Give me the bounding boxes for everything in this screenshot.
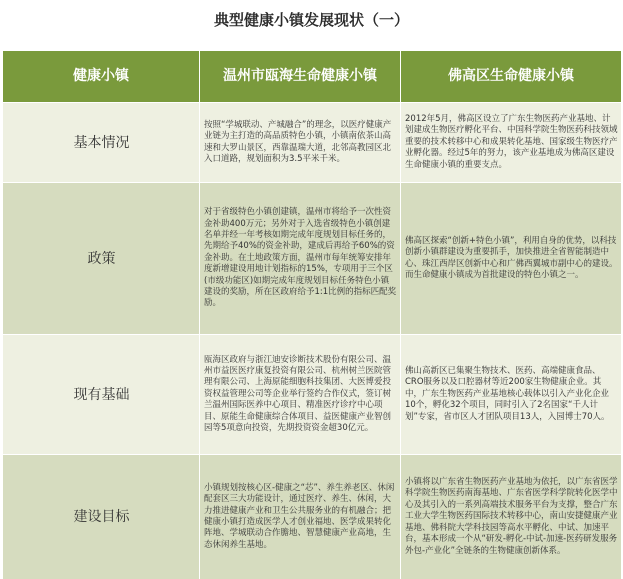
row-label: 政策: [3, 183, 200, 335]
row-label: 建设目标: [3, 455, 200, 579]
health-town-table: [2, 50, 622, 579]
header-foshan-hitech: 佛高区生命健康小镇: [401, 51, 622, 103]
foshan-cell: 佛山高新区已集聚生物技术、医药、高端健康食品、CRO服务以及口腔器材等近200家生物健康企业。其中，广东生物医药产业基地核心载体以引入产业化企业10个，孵化32个项目，同时引入了2名国家“千人计划”专家，省市区人才团队项目13人，入园博士70人。: [401, 335, 622, 455]
wenzhou-cell: 按照“学城联动、产城融合”的理念，以医疗健康产业链为主打造的高品质特色小镇，小镇南依茶山高速和大罗山景区，西靠温瑞大道，北邻高教园区北入口道路，规划面积为3.5平米千米。: [200, 103, 401, 183]
foshan-cell: 小镇将以广东省生物医药产业基地为依托，以广东省医学科学院生物医药南海基地、广东省医学科学院转化医学中心及其引入的一系列高端技术服务平台为支撑，整合广东工业大学生物医药国际技术转移中心，南山安捷健康产业基地、佛科院大学科技园等高水平孵化、中试、加速平台，基本形成一个从“研发-孵化-中试-加速-医药研发服务外包-产业化”全链条的生物健康创新体系。: [401, 455, 622, 579]
page-title: 典型健康小镇发展现状（一）: [213, 11, 409, 29]
row-label: 现有基础: [3, 335, 200, 455]
table-row-existing-foundation: [3, 335, 622, 455]
foshan-cell: 2012年5月，佛高区设立了广东生物医药产业基地、计划建成生物医疗孵化平台、中国科学院生物医药科技领域重要的技术转移中心和成果转化基地、国家级生物医疗产业孵化器。经过5年的努力，该产业基地成为佛高区建设生命健康小镇的重要支点。: [401, 103, 622, 183]
header-wenzhou-ouhai: 温州市瓯海生命健康小镇: [200, 51, 401, 103]
table-row-construction-goals: [3, 455, 622, 579]
header-health-town: 健康小镇: [3, 51, 200, 103]
table-row-policy: [3, 183, 622, 335]
wenzhou-cell: 瓯海区政府与浙江迪安诊断技术股份有限公司、温州市益医医疗康复投资有限公司、杭州树兰医院管理有限公司、上海原能细胞科技集团、大医博爱投资权益管理公司等企业举行签约合作仪式，签订树兰温州国际医养中心项目、精准医疗诊疗中心项目、原能生命健康综合体项目、益医健康产业智创园等5项意向投资，先期投资资金超30亿元。: [200, 335, 401, 455]
row-label: 基本情况: [3, 103, 200, 183]
table-row-basic-info: [3, 103, 622, 183]
wenzhou-cell: 小镇规划按核心区-健康之“芯”、养生养老区、休闲配套区三大功能设计，通过医疗、养生、休闲，大力推进健康产业和卫生公共服务业的有机融合；把健康小镇打造成医学人才创业福地、医学成果转化阵地、学城联动合作膽地、智慧健康产业高地，生态休闲养生基地。: [200, 455, 401, 579]
table-header-row: [3, 51, 622, 103]
foshan-cell: 佛高区探索“创新+特色小镇”，利用自身的优势，以科技创新小镇群建设为重要抓手，加快推进全省智能制造中心、珠江西岸区创新中心和广佛西翼城市副中心的建设。而生命健康小镇成为首批建设的特色小镇之一。: [401, 183, 622, 335]
wenzhou-cell: 对于省级特色小镇创建镇，温州市将给予一次性资金补助400万元；另外对于入选省级特色小镇创建名单并经一年考核如期完成年度规划目标任务的，先期给予40%的资金补助，建成后再给予60%的资金补助。在土地政策方面，温州市每年统筹安排年度新增建设用地计划指标的15%，专项用于三个区(市级功能区)如期完成年度规划目标任务特色小镇建设的奖励，所在区政府给予1:1比例的指标匹配奖励。: [200, 183, 401, 335]
